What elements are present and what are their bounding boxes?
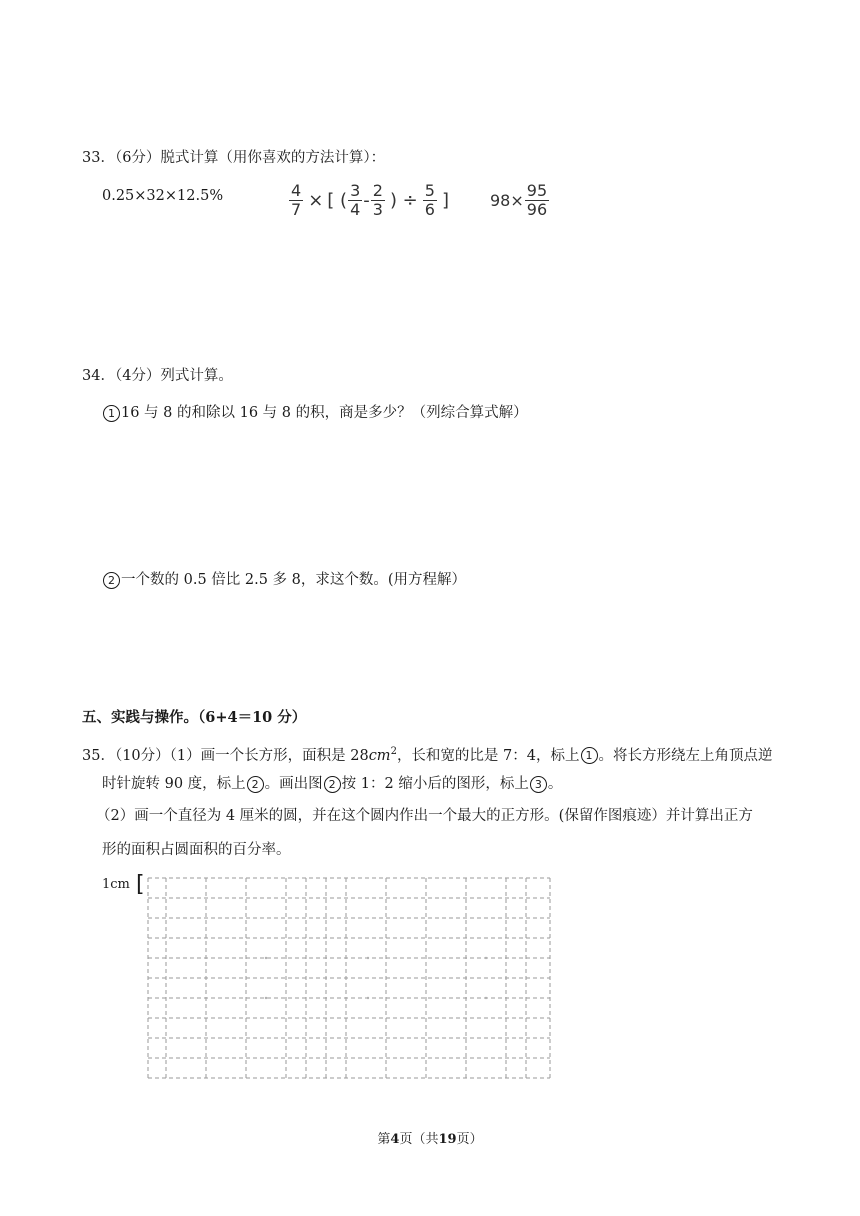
- drawing-grid[interactable]: [140, 870, 560, 1086]
- fraction-2-3: $\frac{2}{3}$: [372, 180, 383, 219]
- fraction-3-4: $\frac{3}{4}$: [350, 180, 361, 219]
- circled-number-1: 1: [581, 747, 598, 764]
- circled-number-1: 1: [103, 405, 120, 422]
- q35-line-3: （2）画一个直径为 4 厘米的圆，并在这个圆内作出一个最大的正方形。(保留作图痕迹）并计算出正方: [96, 808, 753, 824]
- fraction-95-96: $\frac{95}{96}$: [526, 180, 548, 219]
- q35-line-1: 35．（10分）（1）画一个长方形，面积是 $28cm^2$，长和宽的比是 7：4，标上 1 。将长方形绕左上角顶点逆: [82, 746, 773, 764]
- grid-scale-label: 1cm: [102, 877, 130, 892]
- q35-line-4: 形的面积占圆面积的百分率。: [102, 842, 291, 858]
- circled-number-2: 2: [103, 572, 120, 589]
- q34-item-1: 1 16 与 8 的和除以 16 与 8 的积，商是多少？（列综合算式解）: [102, 403, 528, 423]
- q33-expression-1: 0.25×32×12.5%: [102, 188, 224, 204]
- q33-expression-3: 98× $\frac{95}{96}$: [490, 180, 548, 219]
- q34-title: 34．（4分）列式计算。: [82, 368, 233, 384]
- circled-number-2: 2: [324, 776, 341, 793]
- fraction-5-6: $\frac{5}{6}$: [424, 180, 435, 219]
- scale-brace: [: [136, 872, 145, 897]
- circled-number-3: 3: [530, 776, 547, 793]
- total-pages: 19: [438, 1132, 457, 1147]
- circled-number-2: 2: [247, 776, 264, 793]
- section-5-title: 五、实践与操作。（6+4＝10 分）: [82, 709, 307, 726]
- q34-item-2: 2 一个数的 0.5 倍比 2.5 多 8，求这个数。(用方程解）: [102, 570, 466, 590]
- fraction-4-7: $\frac{4}{7}$: [291, 180, 302, 219]
- page-footer: 第4页（共19页）: [377, 1132, 483, 1147]
- q33-title: 33．（6分）脱式计算（用你喜欢的方法计算）：: [82, 150, 386, 166]
- q35-line-2: 时针旋转 90 度，标上 2 。画出图 2 按 1：2 缩小后的图形，标上 3 。: [102, 776, 563, 792]
- q33-expression-2: $\frac{4}{7}$ × [ ( $\frac{3}{4}$ - $\frac{2}{3}$ ) ÷ $\frac{5}{6}$ ]: [291, 180, 449, 219]
- current-page: 4: [390, 1132, 400, 1147]
